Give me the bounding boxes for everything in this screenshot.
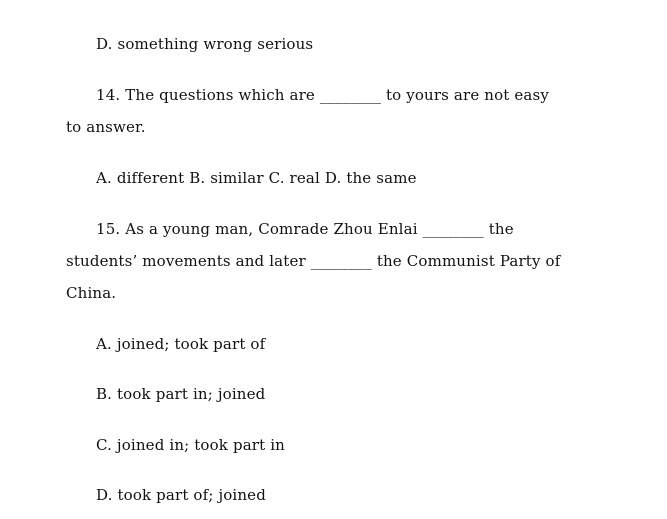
- q15-stem-line3: China.: [66, 284, 117, 302]
- q15-stem-line2: students’ movements and later ________ the Communist Party of: [66, 252, 561, 270]
- q15-option-d: D. took part of; joined: [96, 486, 266, 504]
- q14-stem-line2: to answer.: [66, 118, 146, 136]
- q14-options: A. different B. similar C. real D. the same: [96, 169, 417, 187]
- q15-stem-line1: 15. As a young man, Comrade Zhou Enlai ________ the: [96, 220, 514, 238]
- q15-option-c: C. joined in; took part in: [96, 436, 285, 454]
- q13-option-d: D. something wrong serious: [96, 35, 314, 53]
- q15-option-b: B. took part in; joined: [96, 385, 266, 403]
- q15-option-a: A. joined; took part of: [96, 335, 266, 353]
- q14-stem-line1: 14. The questions which are ________ to yours are not easy: [96, 86, 549, 104]
